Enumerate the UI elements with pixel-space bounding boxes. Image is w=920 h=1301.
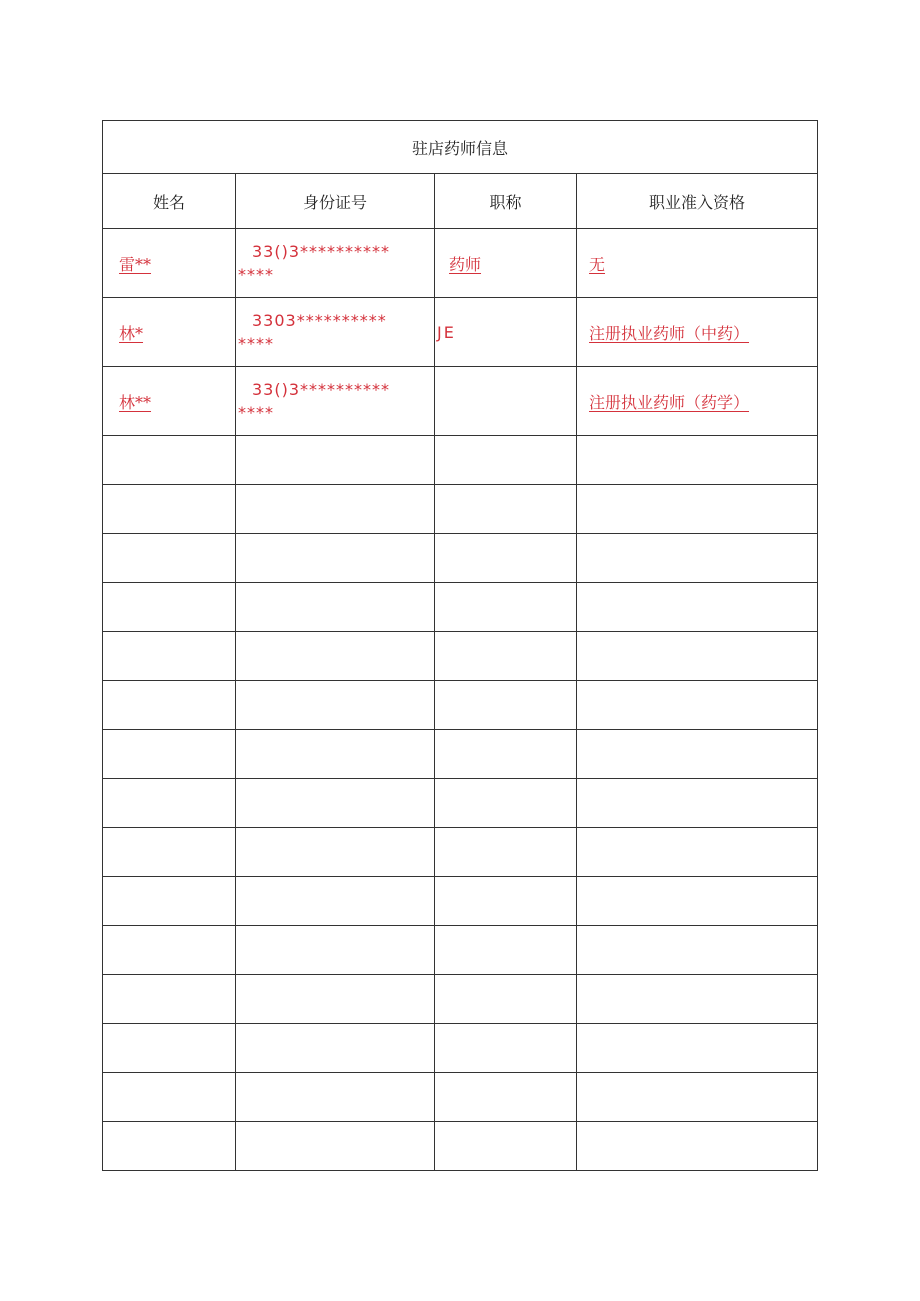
header-row xyxy=(103,174,818,229)
empty-cell xyxy=(435,436,577,485)
name-cell xyxy=(103,298,236,367)
empty-cell xyxy=(577,877,818,926)
empty-cell xyxy=(577,534,818,583)
table-row xyxy=(103,367,818,436)
empty-cell xyxy=(435,1122,577,1171)
empty-cell xyxy=(103,730,236,779)
empty-row xyxy=(103,534,818,583)
empty-row xyxy=(103,485,818,534)
id-number-line2: **** xyxy=(238,265,274,284)
empty-cell xyxy=(103,485,236,534)
empty-cell xyxy=(577,730,818,779)
empty-cell xyxy=(236,1024,435,1073)
empty-cell xyxy=(435,730,577,779)
empty-row xyxy=(103,1073,818,1122)
empty-cell xyxy=(435,583,577,632)
empty-cell xyxy=(236,730,435,779)
empty-cell xyxy=(236,534,435,583)
empty-cell xyxy=(103,1122,236,1171)
empty-cell xyxy=(577,485,818,534)
empty-cell xyxy=(577,1073,818,1122)
empty-cell xyxy=(435,1073,577,1122)
pharmacist-qualification: 注册执业药师（药学） xyxy=(589,392,750,412)
table-row xyxy=(103,298,818,367)
empty-cell xyxy=(236,632,435,681)
empty-cell xyxy=(435,877,577,926)
table-row xyxy=(103,229,818,298)
pharmacist-title: 药师 xyxy=(449,254,482,274)
empty-row xyxy=(103,730,818,779)
pharmacist-qualification: 无 xyxy=(589,254,606,274)
empty-cell xyxy=(435,779,577,828)
empty-cell xyxy=(103,681,236,730)
empty-cell xyxy=(103,877,236,926)
empty-cell xyxy=(103,632,236,681)
empty-row xyxy=(103,975,818,1024)
empty-row xyxy=(103,583,818,632)
empty-cell xyxy=(236,779,435,828)
empty-cell xyxy=(103,1073,236,1122)
empty-cell xyxy=(236,681,435,730)
empty-cell xyxy=(577,828,818,877)
id-cell xyxy=(236,298,435,367)
empty-row xyxy=(103,681,818,730)
qualification-cell xyxy=(577,298,818,367)
empty-cell xyxy=(435,485,577,534)
empty-cell xyxy=(435,1024,577,1073)
empty-row xyxy=(103,1024,818,1073)
empty-cell xyxy=(435,632,577,681)
empty-cell xyxy=(577,926,818,975)
empty-cell xyxy=(577,1024,818,1073)
empty-cell xyxy=(435,681,577,730)
qualification-cell xyxy=(577,229,818,298)
id-number-line1: 33()3********** xyxy=(252,380,391,399)
empty-cell xyxy=(577,1122,818,1171)
empty-row xyxy=(103,779,818,828)
empty-row xyxy=(103,828,818,877)
empty-cell xyxy=(577,975,818,1024)
pharmacist-table xyxy=(102,120,818,1171)
empty-cell xyxy=(577,436,818,485)
pharmacist-title: JE xyxy=(437,322,456,342)
pharmacist-name: 雷** xyxy=(119,254,152,274)
empty-cell xyxy=(103,583,236,632)
empty-cell xyxy=(435,534,577,583)
name-cell xyxy=(103,229,236,298)
title-row xyxy=(103,121,818,174)
pharmacist-name: 林** xyxy=(119,392,152,412)
empty-cell xyxy=(236,1073,435,1122)
empty-cell xyxy=(577,779,818,828)
empty-row xyxy=(103,632,818,681)
empty-cell xyxy=(236,828,435,877)
empty-cell xyxy=(103,975,236,1024)
empty-cell xyxy=(103,828,236,877)
pharmacist-name: 林* xyxy=(119,323,144,343)
empty-cell xyxy=(236,436,435,485)
empty-cell xyxy=(236,1122,435,1171)
empty-row xyxy=(103,1122,818,1171)
id-cell xyxy=(236,367,435,436)
header-title: 职称 xyxy=(435,174,577,229)
title-cell xyxy=(435,367,577,436)
header-qualification: 职业准入资格 xyxy=(577,174,818,229)
id-cell xyxy=(236,229,435,298)
empty-row xyxy=(103,436,818,485)
empty-row xyxy=(103,926,818,975)
table-title: 驻店药师信息 xyxy=(103,121,818,174)
empty-cell xyxy=(103,926,236,975)
empty-cell xyxy=(103,1024,236,1073)
empty-row xyxy=(103,877,818,926)
empty-cell xyxy=(577,681,818,730)
id-number-line1: 33()3********** xyxy=(252,242,391,261)
empty-cell xyxy=(236,877,435,926)
id-number-line2: **** xyxy=(238,403,274,422)
qualification-cell xyxy=(577,367,818,436)
empty-cell xyxy=(236,926,435,975)
header-id-number: 身份证号 xyxy=(236,174,435,229)
empty-cell xyxy=(236,485,435,534)
empty-cell xyxy=(577,583,818,632)
id-number-line1: 3303********** xyxy=(252,311,387,330)
empty-cell xyxy=(435,975,577,1024)
title-cell xyxy=(435,229,577,298)
pharmacist-qualification: 注册执业药师（中药） xyxy=(589,323,750,343)
empty-cell xyxy=(435,926,577,975)
empty-cell xyxy=(103,779,236,828)
name-cell xyxy=(103,367,236,436)
id-number-line2: **** xyxy=(238,334,274,353)
empty-cell xyxy=(103,534,236,583)
empty-cell xyxy=(236,583,435,632)
empty-cell xyxy=(435,828,577,877)
empty-cell xyxy=(103,436,236,485)
empty-cell xyxy=(236,975,435,1024)
empty-cell xyxy=(577,632,818,681)
title-cell xyxy=(435,298,577,367)
header-name: 姓名 xyxy=(103,174,236,229)
